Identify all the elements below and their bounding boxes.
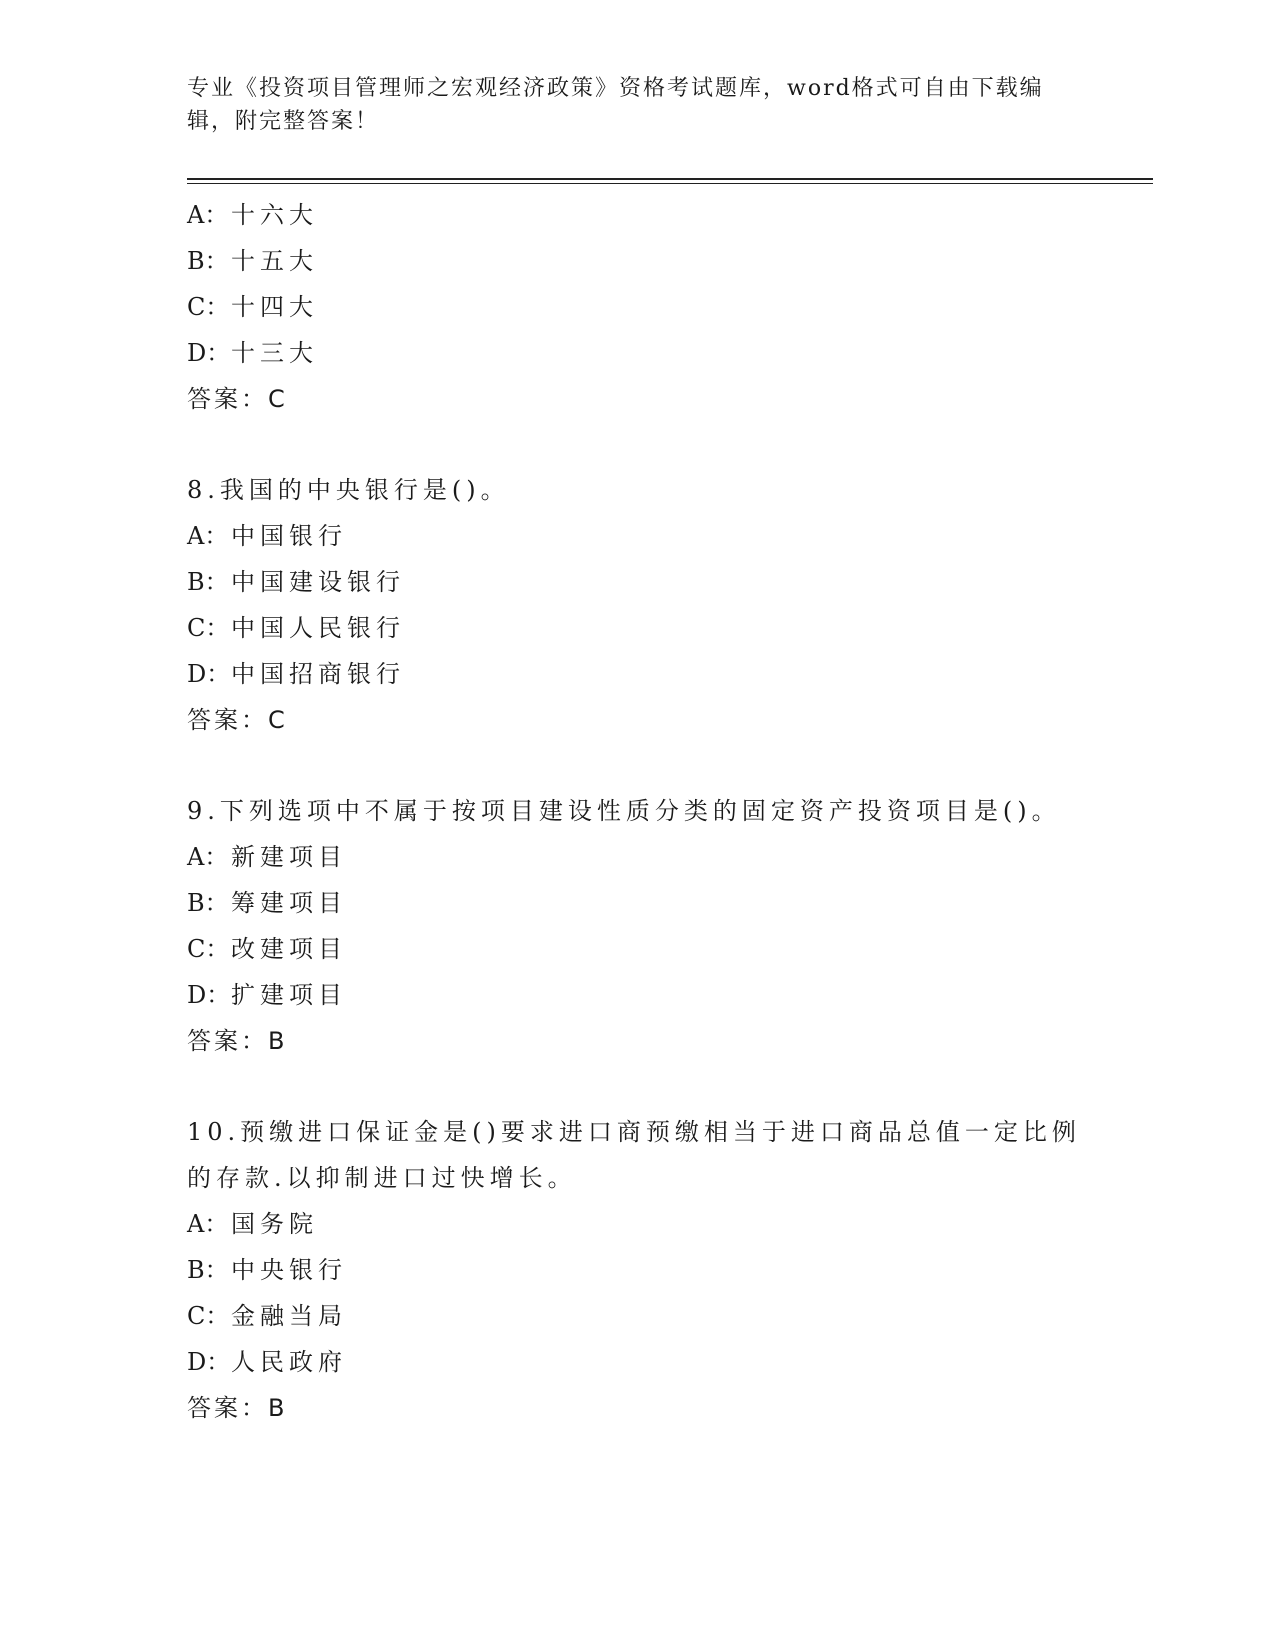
option-b: B：中央银行 [187, 1256, 347, 1284]
option-c: C：金融当局 [187, 1302, 347, 1330]
header-rule-thin [187, 183, 1153, 184]
header-rule-thick [187, 178, 1153, 180]
option-c: C：改建项目 [187, 935, 347, 963]
option-c: C：十四大 [187, 293, 318, 321]
option-a: A： 十六大 [187, 201, 318, 229]
answer-line: 答案：B [187, 1394, 288, 1422]
option-d: D：扩建项目 [187, 981, 347, 1009]
option-b: B：筹建项目 [187, 889, 347, 917]
answer-line: 答案：B [187, 1027, 288, 1055]
question-text: 10.预缴进口保证金是()要求进口商预缴相当于进口商品总值一定比例的存款.以抑制进口过快增长。 [187, 1118, 1081, 1192]
option-d: D：中国招商银行 [187, 660, 405, 688]
question-block-9 [187, 788, 1087, 1064]
question-block-7 [187, 192, 1087, 422]
answer-line: 答案：C [187, 385, 288, 413]
option-c: C：中国人民银行 [187, 614, 405, 642]
document-header: 专业《投资项目管理师之宏观经济政策》资格考试题库，word格式可自由下载编辑，附完整答案！ [187, 76, 1044, 134]
question-block-10 [187, 1109, 1087, 1431]
option-a: A： 国务院 [187, 1210, 318, 1238]
question-list [187, 192, 1087, 1431]
option-b: B：中国建设银行 [187, 568, 405, 596]
option-a: A： 中国银行 [187, 522, 347, 550]
question-text: 9.下列选项中不属于按项目建设性质分类的固定资产投资项目是()。 [187, 797, 1061, 825]
answer-line: 答案：C [187, 706, 288, 734]
option-b: B：十五大 [187, 247, 318, 275]
option-d: D：人民政府 [187, 1348, 347, 1376]
question-block-8 [187, 467, 1087, 743]
question-text: 8.我国的中央银行是()。 [187, 476, 510, 504]
option-d: D：十三大 [187, 339, 318, 367]
option-a: A： 新建项目 [187, 843, 347, 871]
